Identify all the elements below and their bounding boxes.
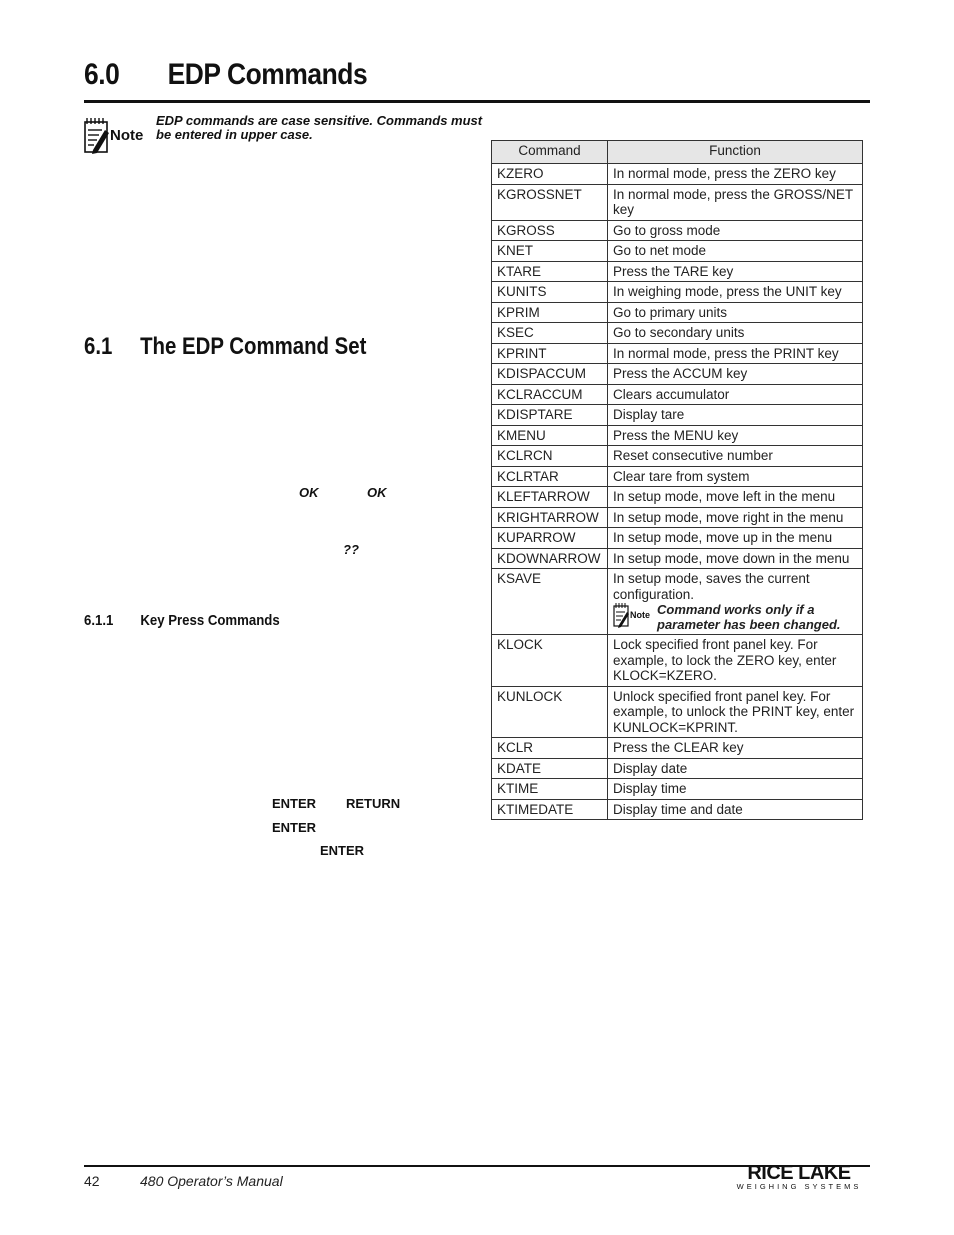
command-cell: KTARE	[492, 261, 608, 282]
column-header-function: Function	[608, 141, 863, 164]
page-title-text: EDP Commands	[167, 58, 368, 91]
function-cell: In weighing mode, press the UNIT key	[608, 282, 863, 303]
table-header-row	[492, 141, 863, 164]
function-cell: Display time	[608, 779, 863, 800]
function-cell: In normal mode, press the ZERO key	[608, 164, 863, 185]
table-row	[492, 302, 863, 323]
function-cell: Display tare	[608, 405, 863, 426]
table-row	[492, 323, 863, 344]
command-cell: KCLR	[492, 738, 608, 759]
table-row	[492, 528, 863, 549]
table-row	[492, 384, 863, 405]
function-cell: Go to net mode	[608, 241, 863, 262]
command-cell: KPRINT	[492, 343, 608, 364]
rice-lake-logo	[728, 1160, 870, 1192]
command-cell: KSAVE	[492, 569, 608, 635]
command-cell: KDATE	[492, 758, 608, 779]
command-cell: KLEFTARROW	[492, 487, 608, 508]
enter-key-text: ENTER	[272, 820, 317, 835]
command-cell: KCLRTAR	[492, 466, 608, 487]
command-cell: KTIME	[492, 779, 608, 800]
table-row	[492, 738, 863, 759]
table-row	[492, 779, 863, 800]
manual-title: 480 Operator’s Manual	[140, 1173, 283, 1189]
section-title: The EDP Command Set	[140, 333, 367, 360]
subsection-number: 6.1.1	[84, 612, 114, 629]
table-row	[492, 425, 863, 446]
ok-text: OK	[367, 485, 387, 500]
command-cell: KUNLOCK	[492, 686, 608, 738]
section-number: 6.1	[84, 333, 113, 360]
note-icon	[84, 116, 148, 156]
command-cell: KGROSSNET	[492, 184, 608, 220]
command-cell: KRIGHTARROW	[492, 507, 608, 528]
return-key-text: RETURN	[346, 796, 401, 811]
ok-text: OK	[299, 485, 319, 500]
function-cell: In normal mode, press the PRINT key	[608, 343, 863, 364]
error-text: ??	[343, 542, 359, 557]
column-header-command: Command	[492, 141, 608, 164]
command-cell: KCLRACCUM	[492, 384, 608, 405]
function-cell: Display time and date	[608, 799, 863, 820]
table-row	[492, 446, 863, 467]
ksave-note-text: Command works only if a parameter has been changed.	[657, 602, 841, 632]
table-row	[492, 364, 863, 385]
function-cell: Press the MENU key	[608, 425, 863, 446]
table-row	[492, 184, 863, 220]
note-label: Note	[110, 127, 144, 144]
function-cell: Display date	[608, 758, 863, 779]
table-row	[492, 220, 863, 241]
subsection-title: Key Press Commands	[140, 612, 280, 629]
command-cell: KDISPACCUM	[492, 364, 608, 385]
function-cell: Unlock specified front panel key. For example, to unlock the PRINT key, enter KUNLOCK=KPRINT.	[608, 686, 863, 738]
function-cell: In setup mode, move left in the menu	[608, 487, 863, 508]
command-cell: KGROSS	[492, 220, 608, 241]
table-row	[492, 507, 863, 528]
command-cell: KMENU	[492, 425, 608, 446]
command-cell: KPRIM	[492, 302, 608, 323]
logo-tagline: WEIGHING SYSTEMS	[736, 1182, 862, 1191]
function-cell: Go to primary units	[608, 302, 863, 323]
command-cell: KNET	[492, 241, 608, 262]
command-cell: KLOCK	[492, 635, 608, 687]
page-number: 42	[84, 1173, 100, 1189]
enter-key-text: ENTER	[320, 843, 365, 858]
function-cell: In normal mode, press the GROSS/NET key	[608, 184, 863, 220]
table-row	[492, 282, 863, 303]
section-heading	[84, 333, 366, 361]
table-row	[492, 487, 863, 508]
note-text: EDP commands are case sensitive. Commands must be entered in upper case.	[156, 113, 483, 142]
page-title-number: 6.0	[84, 58, 120, 91]
table-row	[492, 758, 863, 779]
table-row	[492, 799, 863, 820]
note-icon	[613, 602, 655, 630]
table-row	[492, 569, 863, 635]
logo-name: RICE LAKE	[747, 1162, 851, 1184]
table-row	[492, 343, 863, 364]
command-cell: KDOWNARROW	[492, 548, 608, 569]
table-row	[492, 164, 863, 185]
table-row	[492, 466, 863, 487]
table-row	[492, 635, 863, 687]
function-cell: In setup mode, move down in the menu	[608, 548, 863, 569]
function-cell: Press the TARE key	[608, 261, 863, 282]
table-row	[492, 241, 863, 262]
table-row	[492, 548, 863, 569]
function-cell: Go to secondary units	[608, 323, 863, 344]
function-cell: In setup mode, move up in the menu	[608, 528, 863, 549]
function-cell: Lock specified front panel key. For example, to lock the ZERO key, enter KLOCK=KZERO.	[608, 635, 863, 687]
command-cell: KTIMEDATE	[492, 799, 608, 820]
function-cell: Reset consecutive number	[608, 446, 863, 467]
table-row	[492, 261, 863, 282]
ksave-note	[613, 602, 857, 632]
function-cell: Clears accumulator	[608, 384, 863, 405]
function-cell: Clear tare from system	[608, 466, 863, 487]
command-cell: KDISPTARE	[492, 405, 608, 426]
function-cell: Press the ACCUM key	[608, 364, 863, 385]
edp-command-table	[491, 140, 863, 820]
function-cell: In setup mode, move right in the menu	[608, 507, 863, 528]
table-row	[492, 686, 863, 738]
command-cell: KSEC	[492, 323, 608, 344]
title-rule	[84, 100, 870, 103]
command-cell: KUPARROW	[492, 528, 608, 549]
function-cell: Go to gross mode	[608, 220, 863, 241]
function-cell: Press the CLEAR key	[608, 738, 863, 759]
subsection-heading	[84, 612, 280, 629]
command-cell: KCLRCN	[492, 446, 608, 467]
function-cell	[608, 569, 863, 635]
page-title	[84, 58, 367, 92]
note-label: Note	[630, 610, 650, 620]
enter-key-text: ENTER	[272, 796, 317, 811]
function-text: In setup mode, saves the current configuration.	[613, 571, 810, 602]
table-row	[492, 405, 863, 426]
command-cell: KUNITS	[492, 282, 608, 303]
command-cell: KZERO	[492, 164, 608, 185]
